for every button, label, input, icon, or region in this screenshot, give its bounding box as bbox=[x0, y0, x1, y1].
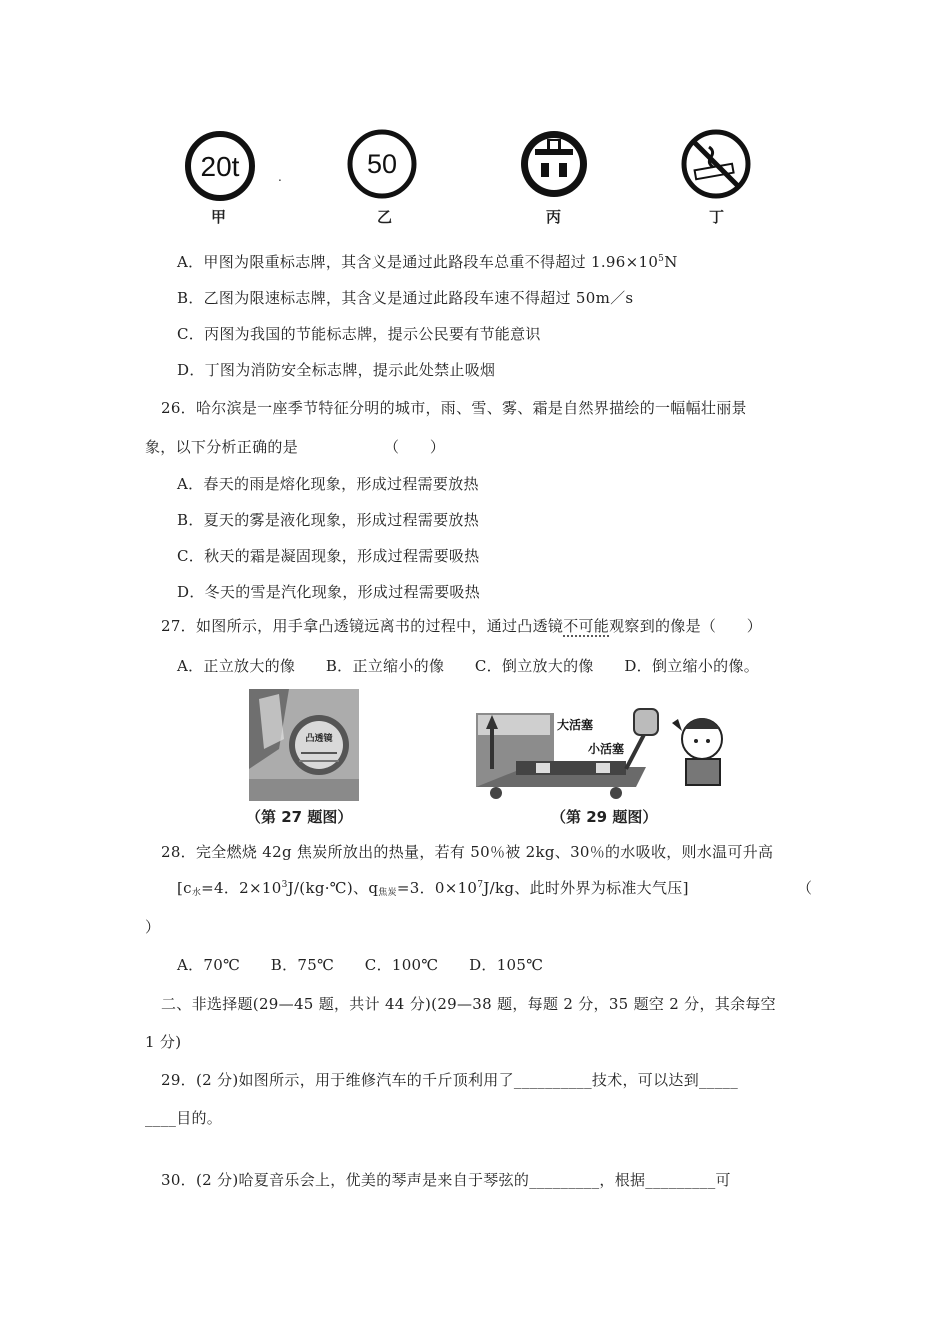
section2-heading-line1: 二、非选择题(29—45 题，共计 44 分)(29—38 题，每题 2 分，35 题空 2 分，其余每空 bbox=[161, 995, 776, 1013]
q26-option-c: C．秋天的霜是凝固现象，形成过程需要吸热 bbox=[177, 547, 480, 565]
q30-line1: 30．(2 分)哈夏音乐会上，优美的琴声是来自于琴弦的_________，根据_________可 bbox=[161, 1171, 731, 1189]
q27-options: A．正立放大的像 B．正立缩小的像 C．倒立放大的像 D．倒立缩小的像。 bbox=[177, 657, 760, 675]
q28-constants: [$c_水=4$．$2\times 10^3J/(kg\cdot℃)$、$q_{焦炭}=3$．$0\times 10^7J/kg$、此时外界为标准大气压] bbox=[177, 879, 689, 898]
fig29-small-piston-label: 小活塞 bbox=[588, 742, 625, 756]
fig27-caption: （第 27 题图） bbox=[246, 808, 353, 826]
sign-label-ding: 丁 bbox=[709, 208, 725, 226]
q26-option-a: A．春天的雨是熔化现象，形成过程需要放热 bbox=[177, 475, 479, 493]
sign-label-bing: 丙 bbox=[546, 208, 562, 226]
sign-label-jia: 甲 bbox=[211, 208, 227, 226]
q25-option-b: B．乙图为限速标志牌，其含义是通过此路段车速不得超过 50m／s bbox=[177, 289, 634, 307]
q28-paren-open: （ bbox=[797, 879, 813, 897]
q28-paren-close: ） bbox=[145, 918, 161, 936]
fig29-caption: （第 29 题图） bbox=[551, 808, 658, 826]
stray-dot: . bbox=[278, 170, 282, 184]
fig27-lens-text: 凸透镜 bbox=[305, 734, 333, 744]
q26-stem-line2: 象，以下分析正确的是 （ ） bbox=[145, 438, 446, 456]
weight-limit-sign bbox=[183, 129, 257, 203]
fig29-car-jack-photo bbox=[476, 699, 732, 801]
q26-option-b: B．夏天的雾是液化现象，形成过程需要放热 bbox=[177, 511, 480, 529]
q25-option-c: C．丙图为我国的节能标志牌，提示公民要有节能意识 bbox=[177, 325, 541, 343]
q28-stem: 28．完全燃烧 42g 焦炭所放出的热量，若有 50％被 2kg、30％的水吸收，则水温可升高 bbox=[161, 843, 774, 861]
q29-line2: ____目的。 bbox=[145, 1109, 223, 1127]
q27-emphasis: 不可能 bbox=[563, 617, 610, 635]
q29-line1: 29．(2 分)如图所示，用于维修汽车的千斤顶利用了__________技术，可以达到_____ bbox=[161, 1071, 739, 1089]
q27-stem: 27．如图所示，用手拿凸透镜远离书的过程中，通过凸透镜不可能观察到的像是（ ） bbox=[161, 617, 763, 635]
energy-saving-sign bbox=[517, 127, 591, 201]
q25-option-a: A．甲图为限重标志牌，其含义是通过此路段车总重不得超过 $1.96\times 10^5N$ bbox=[177, 253, 678, 271]
section2-heading-line2: 1 分) bbox=[145, 1033, 182, 1051]
sign-label-yi: 乙 bbox=[377, 208, 393, 226]
q26-option-d: D．冬天的雪是汽化现象，形成过程需要吸热 bbox=[177, 583, 481, 601]
q28-options: A．70℃ B．75℃ C．100℃ D．105℃ bbox=[177, 956, 544, 974]
fig27-magnifier-photo bbox=[249, 689, 359, 801]
speed-limit-text: 50 bbox=[366, 149, 398, 179]
speed-limit-sign bbox=[345, 127, 419, 201]
weight-limit-text: 20t bbox=[200, 151, 240, 182]
no-smoking-sign bbox=[679, 127, 753, 201]
q25-option-d: D．丁图为消防安全标志牌，提示此处禁止吸烟 bbox=[177, 361, 496, 379]
q26-stem-line1: 26．哈尔滨是一座季节特征分明的城市，雨、雪、雾、霜是自然界描绘的一幅幅壮丽景 bbox=[161, 399, 747, 417]
fig29-big-piston-label: 大活塞 bbox=[557, 718, 594, 732]
